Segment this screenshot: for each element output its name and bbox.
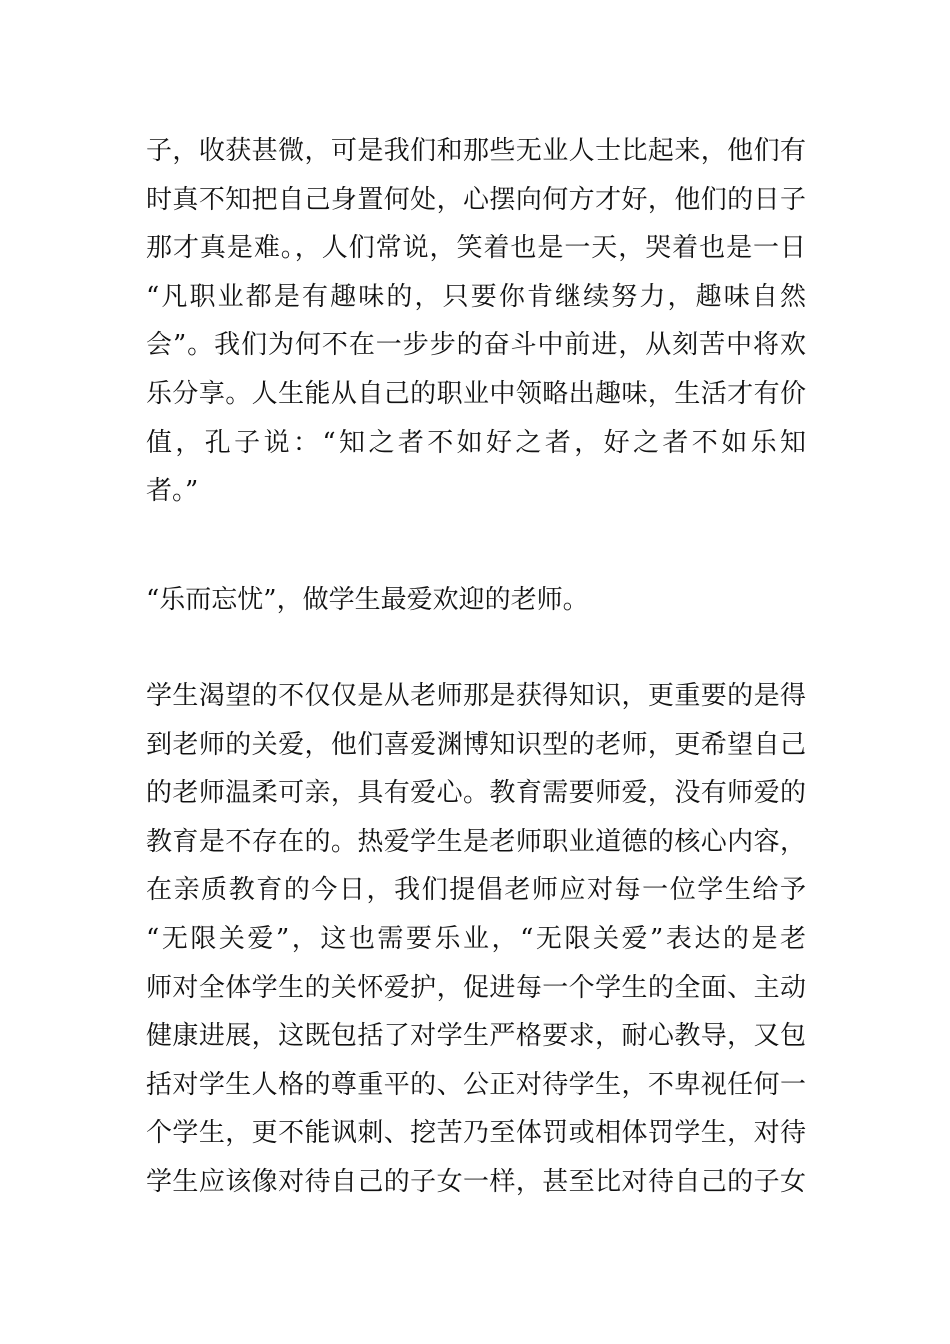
paragraph-line: “乐而忘忧”，做学生最爱欢迎的老师。 <box>146 585 589 615</box>
paragraph-line: 那才真是难。，人们常说，笑着也是一天，哭着也是一日 <box>146 233 806 264</box>
paragraph-line: 的老师温柔可亲，具有爱心。教育需要师爱，没有师爱的 <box>146 778 806 809</box>
paragraph-line: 教育是不存在的。热爱学生是老师职业道德的核心内容， <box>146 826 806 857</box>
paragraph-line: 乐分享。人生能从自己的职业中领略出趣味，生活才有价 <box>146 378 806 409</box>
paragraph-line: 健康进展，这既包括了对学生严格要求，耐心教导，又包 <box>146 1021 806 1052</box>
paragraph-line: 值，孔子说：“知之者不如好之者，好之者不如乐知 <box>146 427 806 458</box>
paragraph-line: 时真不知把自己身置何处，心摆向何方才好，他们的日子 <box>146 184 806 215</box>
paragraph-1 <box>146 127 806 516</box>
paragraph-line: “凡职业都是有趣味的，只要你肯继续努力，趣味自然 <box>146 281 806 312</box>
paragraph-line: 会”。我们为何不在一步步的奋斗中前进，从刻苦中将欢 <box>146 330 806 361</box>
paragraph-line: 师对全体学生的关怀爱护，促进每一个学生的全面、主动 <box>146 972 806 1003</box>
paragraph-line: 到老师的关爱，他们喜爱渊博知识型的老师，更希望自己 <box>146 729 806 760</box>
paragraph-2 <box>146 576 806 625</box>
paragraph-line: 者。” <box>146 476 199 507</box>
paragraph-line: 子，收获甚微，可是我们和那些无业人士比起来，他们有 <box>146 136 806 166</box>
paragraph-3 <box>146 672 806 1207</box>
paragraph-line: 个学生，更不能讽刺、挖苦乃至体罚或相体罚学生，对待 <box>146 1118 806 1149</box>
paragraph-line: “无限关爱”，这也需要乐业，“无限关爱”表达的是老 <box>146 923 806 954</box>
paragraph-line: 在亲质教育的今日，我们提倡老师应对每一位学生给予 <box>146 875 806 906</box>
paragraph-line: 学生渴望的不仅仅是从老师那是获得知识，更重要的是得 <box>146 681 806 711</box>
paragraph-line: 学生应该像对待自己的子女一样，甚至比对待自己的子女 <box>146 1166 806 1197</box>
paragraph-line: 括对学生人格的尊重平的、公正对待学生，不卑视任何一 <box>146 1069 806 1100</box>
